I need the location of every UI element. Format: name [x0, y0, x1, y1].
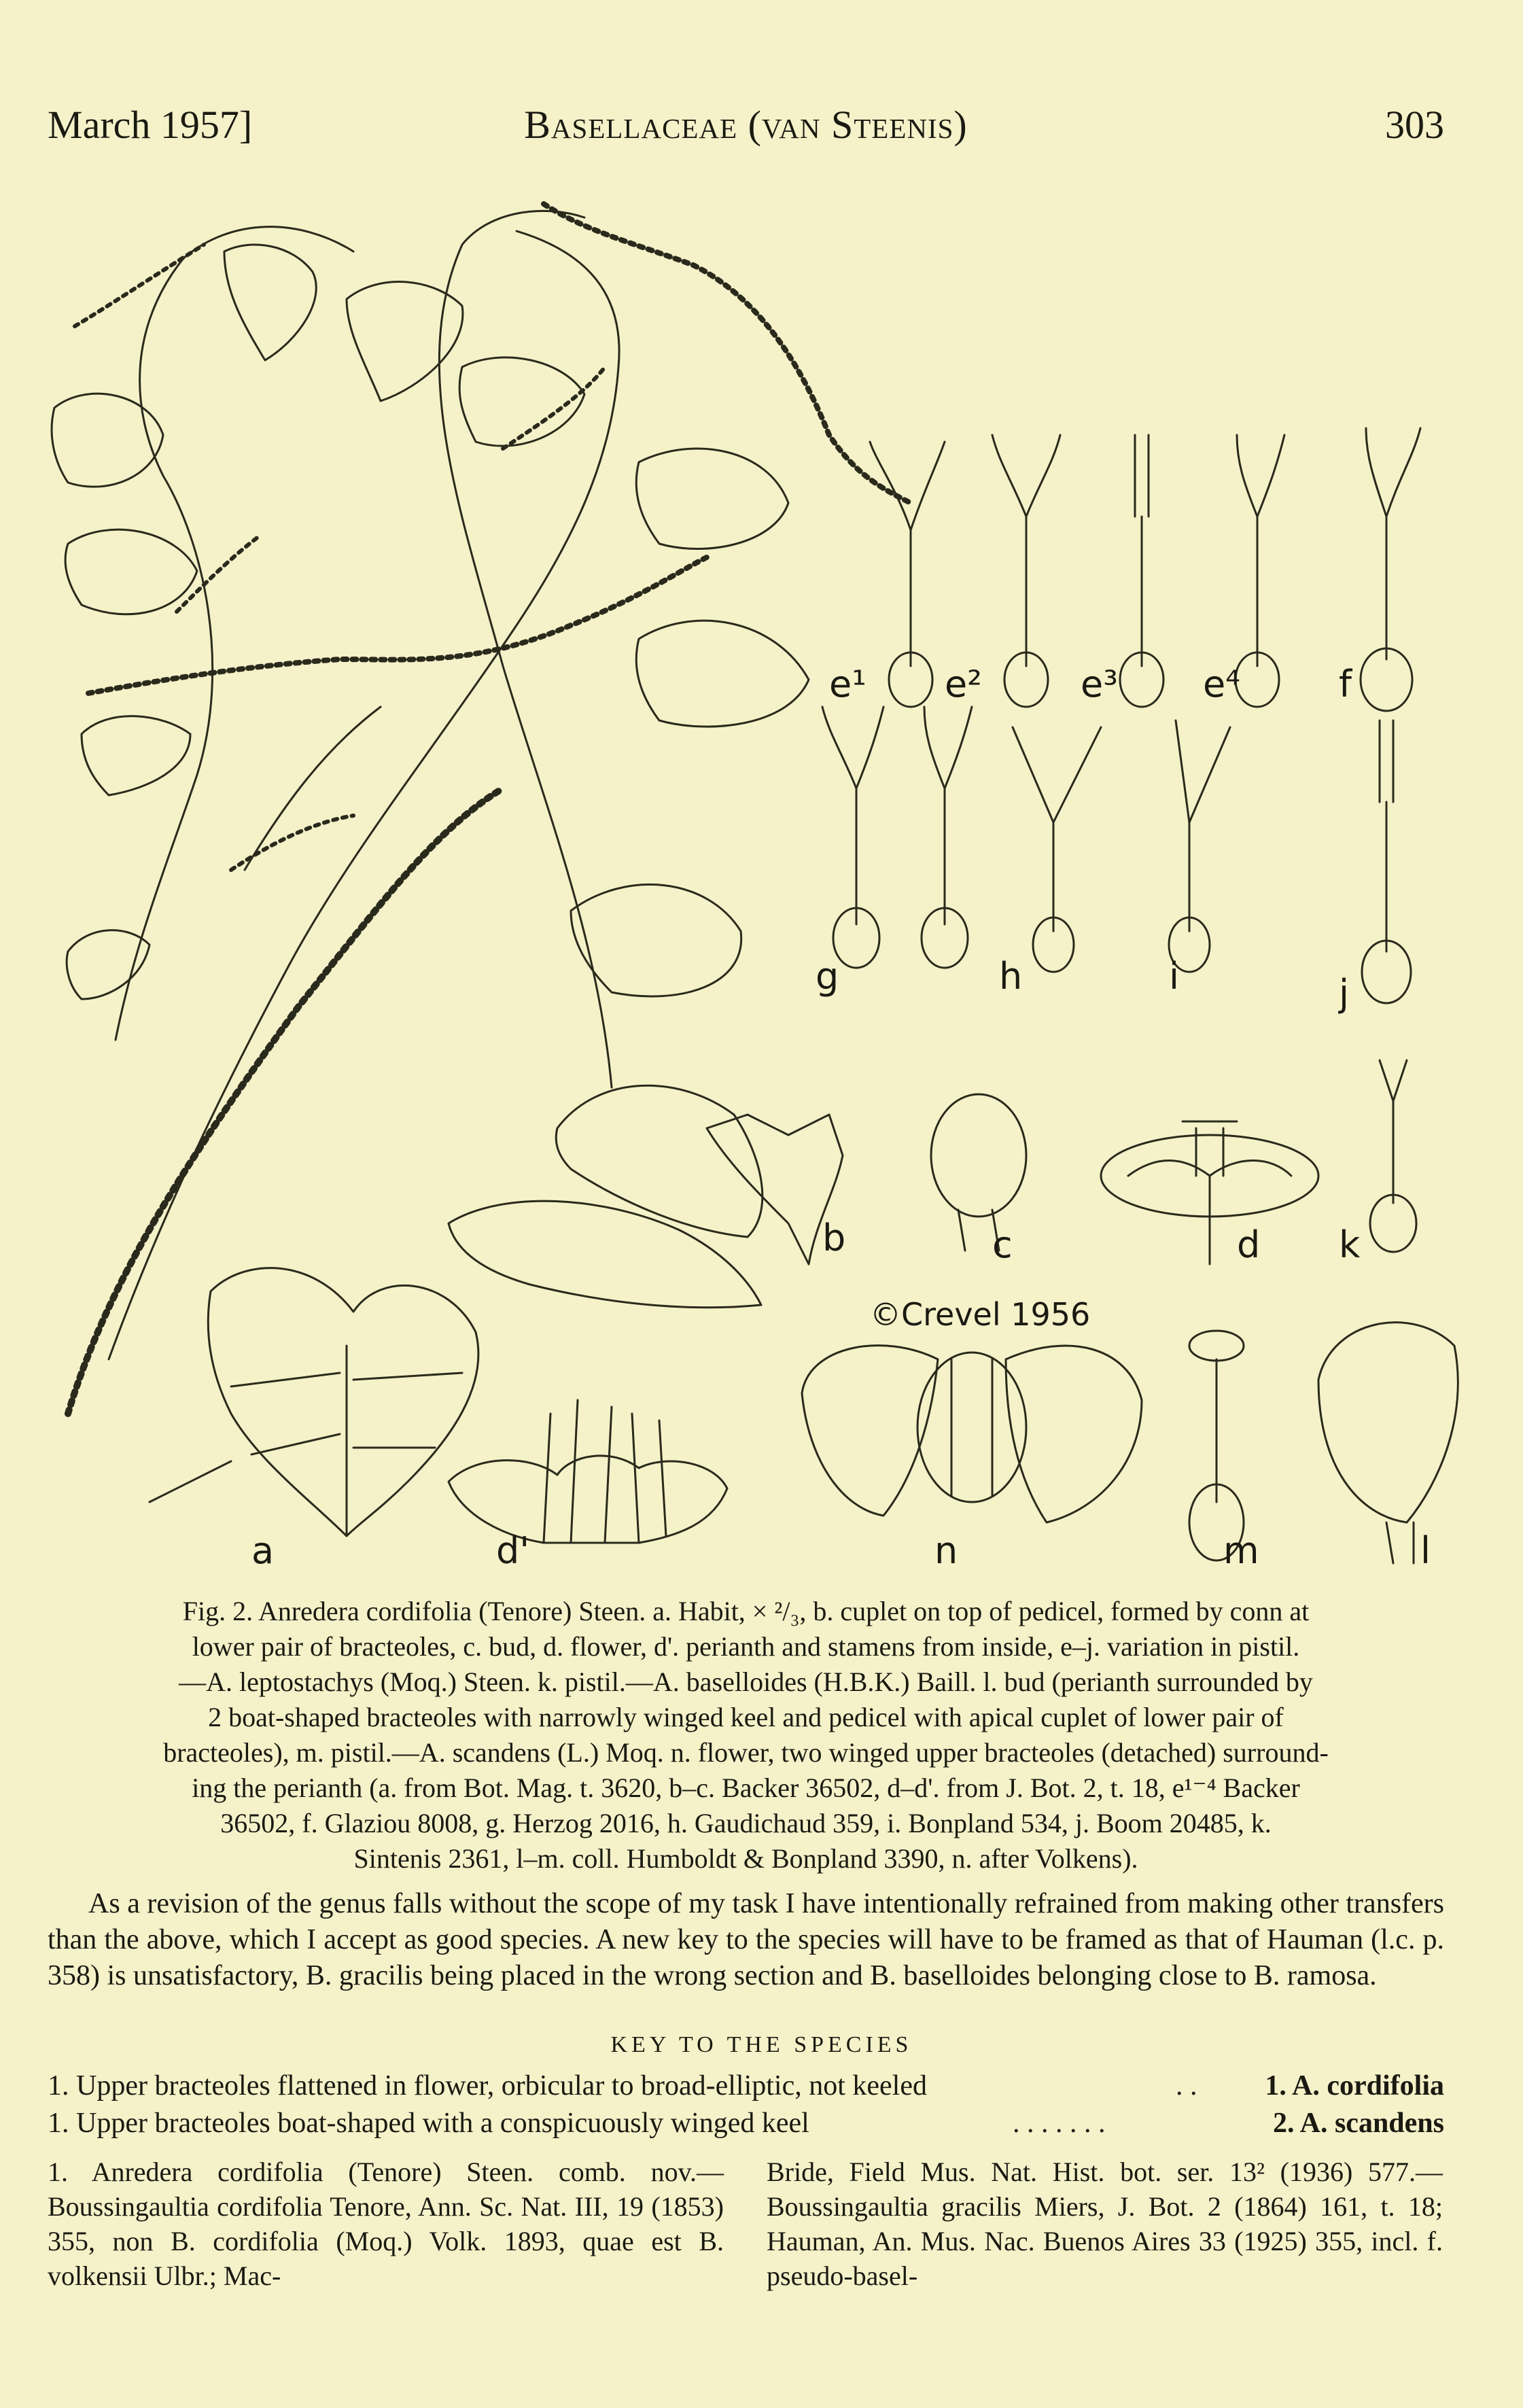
caption-line: Sintenis 2361, l–m. coll. Humboldt & Bonpland 3390, n. after Volkens).: [353, 1843, 1138, 1874]
pistil-e4: [1236, 435, 1284, 707]
pistil-k: [1370, 1060, 1416, 1252]
label-f: f: [1339, 663, 1352, 705]
leaf-4: [65, 529, 197, 614]
bud-l: [1318, 1323, 1458, 1563]
spike-4: [68, 788, 503, 1414]
key-item-text: 1. Upper bracteoles boat-shaped with a conspicuously winged keel: [48, 2108, 809, 2139]
label-a: a: [251, 1529, 275, 1572]
label-d: d: [1237, 1223, 1261, 1266]
flower-n: [802, 1346, 1142, 1522]
key-item-text: 1. Upper bracteoles flattened in flower, orbicular to broad-elliptic, not keeled: [48, 2070, 927, 2101]
label-l: l: [1420, 1529, 1431, 1572]
label-c: c: [992, 1223, 1013, 1266]
key-item: [48, 2107, 1444, 2144]
leaf-12: [449, 1201, 761, 1308]
leaf-6: [67, 930, 150, 999]
pistil-f: [1361, 428, 1420, 711]
label-b: b: [822, 1217, 846, 1259]
caption-line: —A. leptostachys (Moq.) Steen. k. pistil.—A. baselloides (H.B.K.) Baill. l. bud (perianth surrounded by: [179, 1667, 1313, 1697]
pistil-m: [1189, 1331, 1244, 1560]
artist-signature: ©Crevel 1956: [870, 1296, 1091, 1333]
label-j: j: [1339, 972, 1350, 1015]
pistil-g: [822, 707, 883, 968]
header-date: March 1957]: [48, 103, 253, 147]
label-i: i: [1169, 955, 1180, 998]
caption-line: 36502, f. Glaziou 8008, g. Herzog 2016, h. Gaudichaud 359, i. Bonpland 534, j. Boom 20485, k.: [220, 1808, 1272, 1838]
key-item-leader: . .: [1176, 2070, 1197, 2101]
key-title: KEY TO THE SPECIES: [610, 2032, 913, 2057]
species-column-right: Bride, Field Mus. Nat. Hist. bot. ser. 13² (1936) 577.—Boussingaultia gracilis Miers, J. Bot. 2 (1864) 161, t. 18; Hauman, An. Mus. Nac. Buenos Aires 33 (1925) 355, incl. f. pseudo-basel-: [767, 2157, 1443, 2291]
botanical-plate: [27, 190, 1495, 1577]
leaf-5: [82, 716, 190, 795]
label-e2: e²: [945, 663, 982, 705]
stem-tendril: [245, 707, 381, 870]
body-paragraph: As a revision of the genus falls without the scope of my task I have intentionally refrained from making other transfers than the above, which I accept as good species. A new key to the species will have to be framed as that of Hauman (l.c. p. 358) is unsatisfactory, B. gracilis being placed in the wrong section and B. baselloides belonging close to B. ramosa.: [48, 1888, 1444, 1991]
label-e4: e⁴: [1203, 663, 1240, 705]
spike-2: [88, 557, 707, 693]
caption-line: lower pair of bracteoles, c. bud, d. flower, d'. perianth and stamens from inside, e–j. variation in pistil.: [192, 1631, 1300, 1662]
label-g: g: [816, 955, 839, 998]
spike-3: [177, 537, 258, 612]
species-column-left: 1. Anredera cordifolia (Tenore) Steen. comb. nov.—Boussingaultia cordifolia Tenore, Ann. Sc. Nat. III, 19 (1853) 355, non B. cordifolia (Moq.) Volk. 1893, quae est B. volkensii Ulbr.; Mac-: [48, 2157, 724, 2291]
flower-d: [1101, 1121, 1318, 1264]
pistil-h: [1013, 727, 1101, 972]
label-k: k: [1339, 1223, 1361, 1266]
figure-caption: [48, 1594, 1444, 1877]
caption-line: 2 boat-shaped bracteoles with narrowly winged keel and pedicel with apical cuplet of lower pair of: [208, 1702, 1284, 1732]
caption-line: Fig. 2. Anredera cordifolia (Tenore) Steen. a. Habit, × ²/₃, b. cuplet on top of pedicel, formed by conn at: [182, 1596, 1310, 1626]
stem-secondary: [439, 211, 612, 1087]
stem-left: [116, 227, 353, 1040]
header-title: Basellaceae (van Steenis): [524, 103, 968, 147]
leaf-1: [224, 245, 316, 360]
leaf-a: [208, 1268, 478, 1536]
perianth-dprime: [449, 1456, 727, 1543]
label-e3: e³: [1081, 663, 1118, 705]
key-item-result: 2. A. scandens: [1272, 2108, 1444, 2139]
pistil-e2: [992, 435, 1060, 707]
spike-5: [544, 204, 911, 503]
pistil-j: [1362, 720, 1411, 1003]
stem-main: [109, 231, 619, 1359]
key-item-leader: . . . . . . .: [1013, 2108, 1106, 2139]
leaf-8: [636, 449, 788, 549]
leaf-10: [571, 884, 741, 996]
pistil-e3: [1120, 435, 1163, 707]
label-m: m: [1223, 1529, 1259, 1572]
label-n: n: [934, 1529, 958, 1572]
running-header: [48, 102, 1444, 156]
leaf-3: [52, 394, 163, 487]
caption-line: bracteoles), m. pistil.—A. scandens (L.) Moq. n. flower, two winged upper bracteoles (detached) surround-: [163, 1737, 1329, 1768]
key-item-result: 1. A. cordifolia: [1265, 2070, 1444, 2101]
label-dprime: d': [496, 1529, 530, 1572]
label-h: h: [999, 955, 1023, 998]
leaf-9: [636, 621, 809, 727]
pistil-e1: [870, 442, 945, 707]
key-item: [48, 2070, 1444, 2107]
pistil-i: [1169, 720, 1230, 972]
page-number: 303: [1385, 103, 1444, 147]
spike-6: [503, 367, 605, 449]
leaf-7: [459, 357, 584, 446]
label-e1: e¹: [829, 663, 866, 705]
caption-line: ing the perianth (a. from Bot. Mag. t. 3620, b–c. Backer 36502, d–d'. from J. Bot. 2, t. 18, e¹⁻⁴ Backer: [192, 1773, 1300, 1803]
pistil-g2: [922, 707, 972, 968]
